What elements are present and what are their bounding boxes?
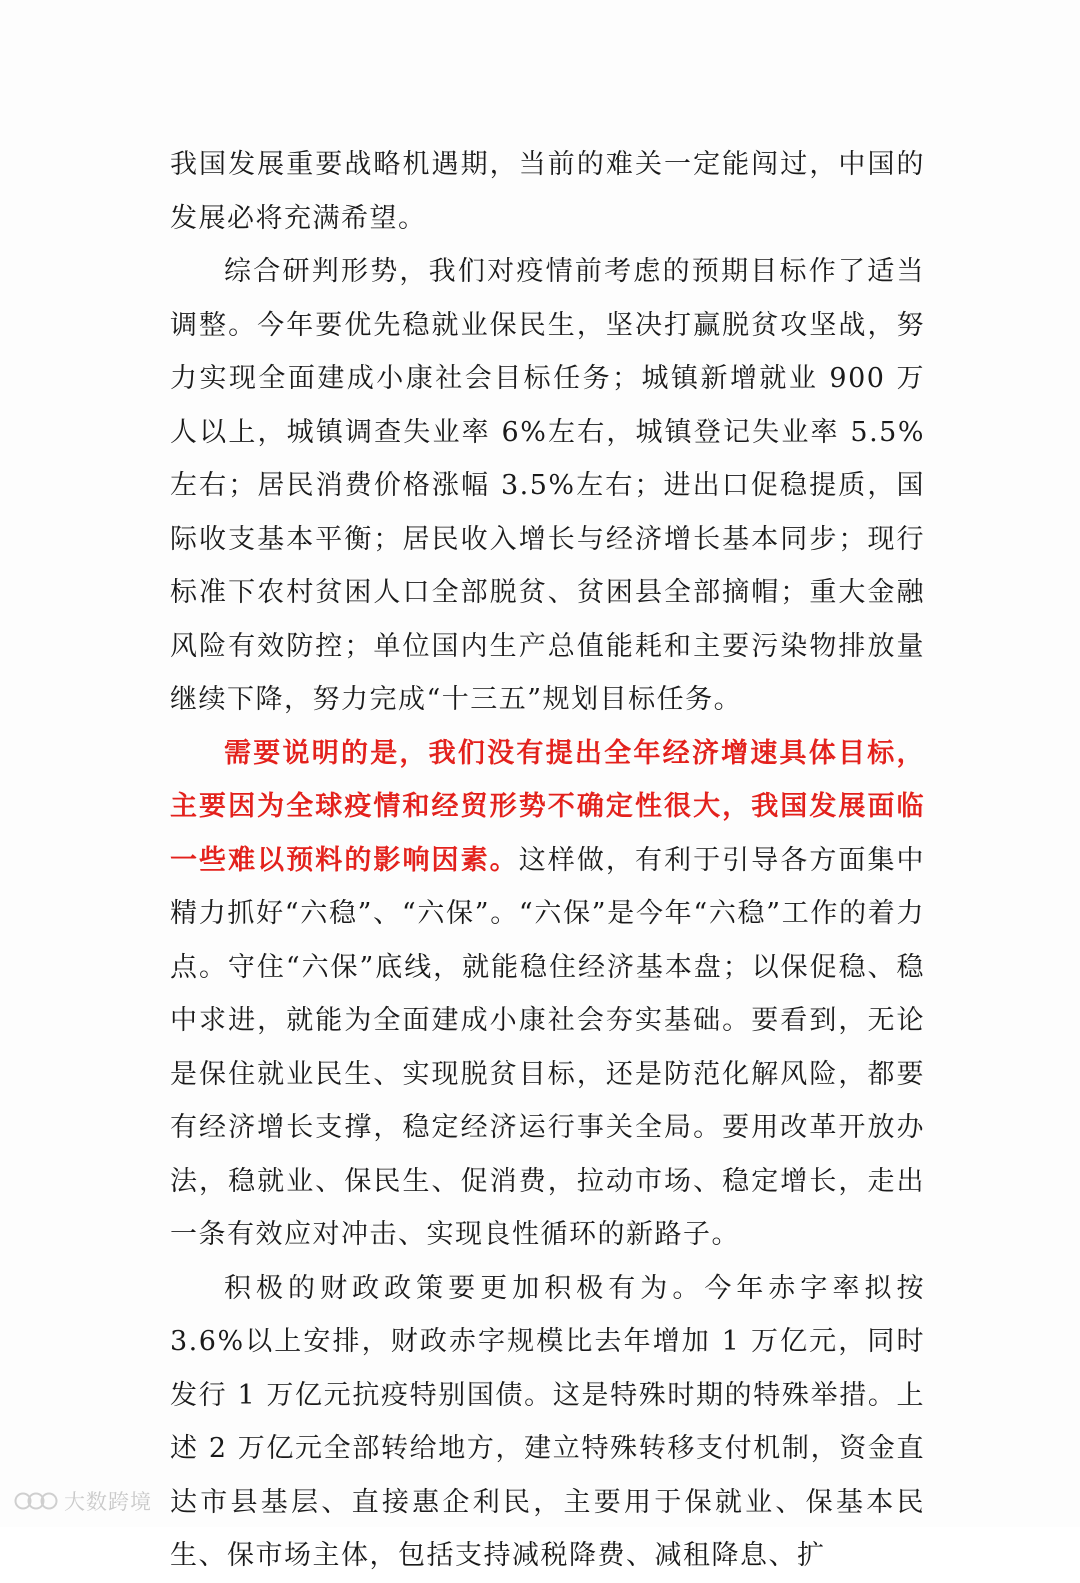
paragraph-1: [170, 138, 925, 245]
paragraph-text: 综合研判形势，我们对疫情前考虑的预期目标作了适当调整。今年要优先稳就业保民生，坚决打赢脱贫攻坚战，努力实现全面建成小康社会目标任务；城镇新增就业 900 万人以上，城镇调查失业率 6%左右，城镇登记失业率 5.5%左右；居民消费价格涨幅 3.5%左右；进出口促稳提质，国际收支基本平衡；居民收入增长与经济增长基本同步；现行标准下农村贫困人口全部脱贫、贫困县全部摘帽；重大金融风险有效防控；单位国内生产总值能耗和主要污染物排放量继续下降，努力完成“十三五”规划目标任务。: [170, 256, 925, 715]
paragraph-3: [170, 727, 925, 1262]
paragraph-4: [170, 1262, 925, 1583]
paragraph-text: 这样做，有利于引导各方面集中精力抓好“六稳”、“六保”。“六保”是今年“六稳”工作的着力点。守住“六保”底线，就能稳住经济基本盘；以保促稳、稳中求进，就能为全面建成小康社会夯实基础。要看到，无论是保住就业民生、实现脱贫目标，还是防范化解风险，都要有经济增长支撑，稳定经济运行事关全局。要用改革开放办法，稳就业、保民生、促消费，拉动市场、稳定增长，走出一条有效应对冲击、实现良性循环的新路子。: [170, 844, 926, 1250]
logo-icon: [14, 1490, 58, 1512]
highlighted-text: 需要说明的是，我们没有提出全年经济增速具体目标，主要因为全球疫情和经贸形势不确定性很大，我国发展面临一些难以预料的影响因素。: [170, 737, 925, 876]
paragraph-text: 我国发展重要战略机遇期，当前的难关一定能闯过，中国的发展必将充满希望。: [170, 149, 925, 234]
watermark-text: 大数跨境: [64, 1490, 152, 1514]
paragraph-text: 积极的财政政策要更加积极有为。今年赤字率拟按 3.6%以上安排，财政赤字规模比去年增加 1 万亿元，同时发行 1 万亿元抗疫特别国债。这是特殊时期的特殊举措。上述 2 万亿元全部转给地方，建立特殊转移支付机制，资金直达市县基层、直接惠企利民，主要用于保就业、保基本民生、保市场主体，包括支持减税降费、减租降息、扩: [170, 1272, 925, 1571]
paragraph-2: [170, 245, 925, 727]
watermark: [14, 1486, 152, 1516]
body-text: [170, 138, 925, 1583]
